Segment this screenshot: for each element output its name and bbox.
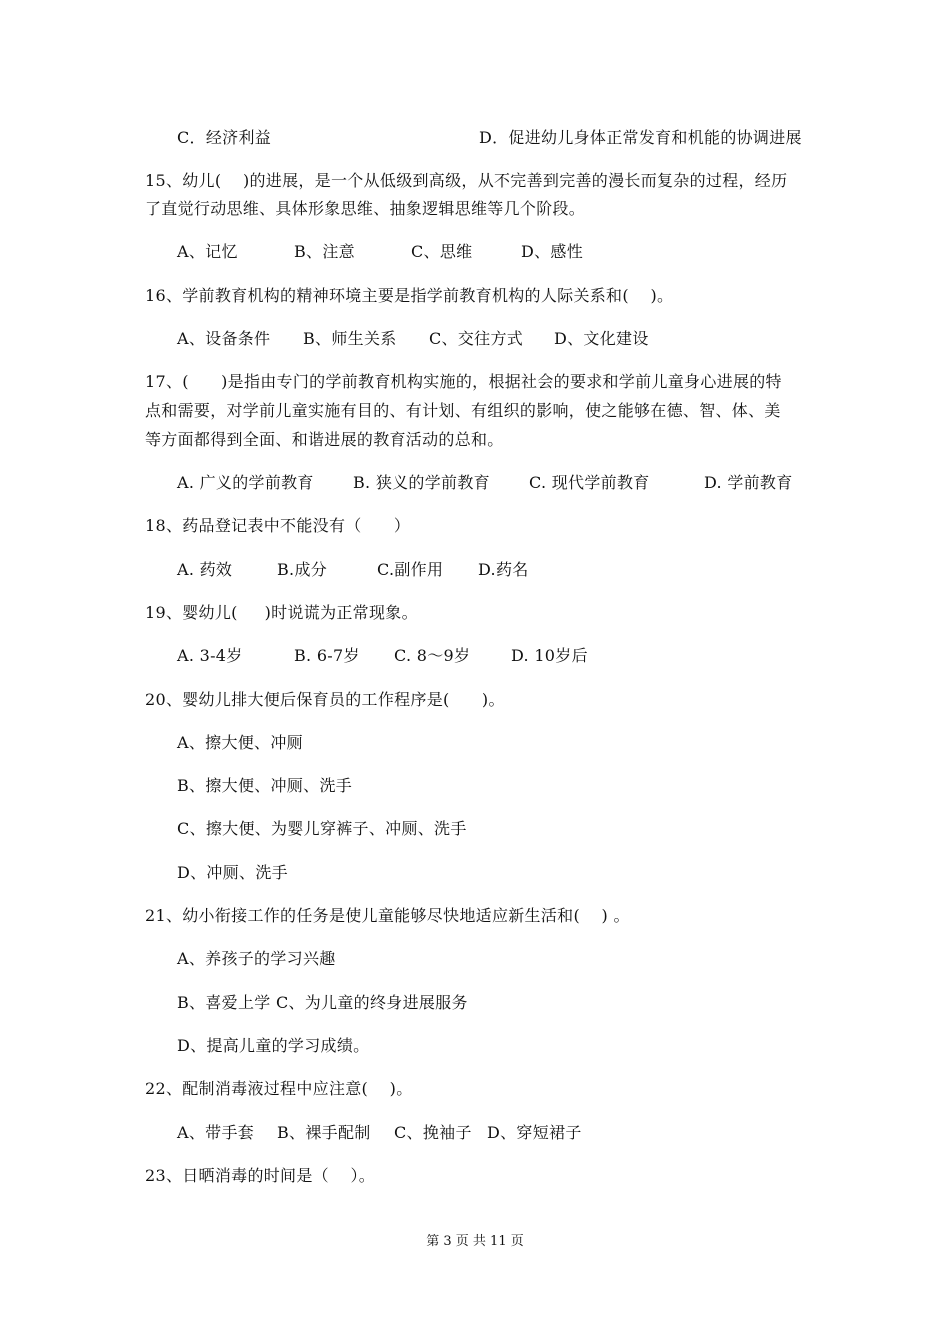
q17-option-c: C. 现代学前教育 [529, 473, 650, 492]
q19-option-b: B. 6-7岁 [294, 646, 360, 665]
question-23-line-1: 23、日晒消毒的时间是（ ）。 [145, 1166, 376, 1185]
q19-option-a: A. 3-4岁 [177, 646, 243, 665]
q20-option-a: A、擦大便、冲厕 [177, 733, 303, 752]
q20-option-d: D、冲厕、洗手 [177, 863, 288, 882]
question-22-line-1: 22、配制消毒液过程中应注意( )。 [145, 1079, 413, 1098]
page-footer: 第 3 页 共 11 页 [426, 1234, 524, 1249]
q21-option-a: A、养孩子的学习兴趣 [177, 949, 336, 968]
q22-option-b: B、裸手配制 [277, 1123, 371, 1142]
q16-option-b: B、师生关系 [303, 329, 397, 348]
q22-option-a: A、带手套 [177, 1123, 255, 1142]
question-17-line-2: 点和需要，对学前儿童实施有目的、有计划、有组织的影响，使之能够在德、智、体、美 [145, 401, 781, 420]
q22-option-d: D、穿短裙子 [487, 1123, 582, 1142]
q20-option-c: C、擦大便、为婴儿穿裤子、冲厕、洗手 [177, 819, 467, 838]
q18-option-c: C.副作用 [377, 560, 444, 579]
q16-option-c: C、交往方式 [429, 329, 524, 348]
option-c: C．经济利益 [177, 128, 272, 147]
q18-option-a: A. 药效 [177, 560, 233, 579]
q20-option-b: B、擦大便、冲厕、洗手 [177, 776, 353, 795]
q15-option-b: B、注意 [294, 242, 355, 261]
option-d: D．促进幼儿身体正常发育和机能的协调进展 [479, 128, 802, 147]
q16-option-d: D、文化建设 [554, 329, 649, 348]
question-19-line-1: 19、婴幼儿( )时说谎为正常现象。 [145, 603, 418, 622]
q18-option-b: B.成分 [277, 560, 328, 579]
question-17-line-1: 17、( )是指由专门的学前教育机构实施的，根据社会的要求和学前儿童身心进展的特 [145, 372, 782, 391]
q17-option-a: A. 广义的学前教育 [177, 473, 314, 492]
question-20-line-1: 20、婴幼儿排大便后保育员的工作程序是( )。 [145, 690, 505, 709]
q16-option-a: A、设备条件 [177, 329, 271, 348]
q18-option-d: D.药名 [478, 560, 529, 579]
q15-option-d: D、感性 [521, 242, 584, 261]
q19-option-d: D. 10岁后 [511, 646, 588, 665]
question-15-line-2: 了直觉行动思维、具体形象思维、抽象逻辑思维等几个阶段。 [145, 199, 586, 218]
question-21-line-1: 21、幼小衔接工作的任务是使儿童能够尽快地适应新生活和( ) 。 [145, 906, 630, 925]
question-17-line-3: 等方面都得到全面、和谐进展的教育活动的总和。 [145, 430, 504, 449]
q22-option-c: C、挽袖子 [394, 1123, 472, 1142]
q17-option-d: D. 学前教育 [704, 473, 793, 492]
q19-option-c: C. 8～9岁 [394, 646, 471, 665]
question-18-line-1: 18、药品登记表中不能没有（ ） [145, 516, 411, 535]
q21-option-b: B、喜爱上学 C、为儿童的终身进展服务 [177, 993, 468, 1012]
q15-option-c: C、思维 [411, 242, 473, 261]
q15-option-a: A、记忆 [177, 242, 238, 261]
question-15-line-1: 15、幼儿( )的进展，是一个从低级到高级，从不完善到完善的漫长而复杂的过程，经历 [145, 171, 788, 190]
q17-option-b: B. 狭义的学前教育 [353, 473, 490, 492]
question-16-line-1: 16、学前教育机构的精神环境主要是指学前教育机构的人际关系和( )。 [145, 286, 674, 305]
q21-option-d: D、提高儿童的学习成绩。 [177, 1036, 370, 1055]
